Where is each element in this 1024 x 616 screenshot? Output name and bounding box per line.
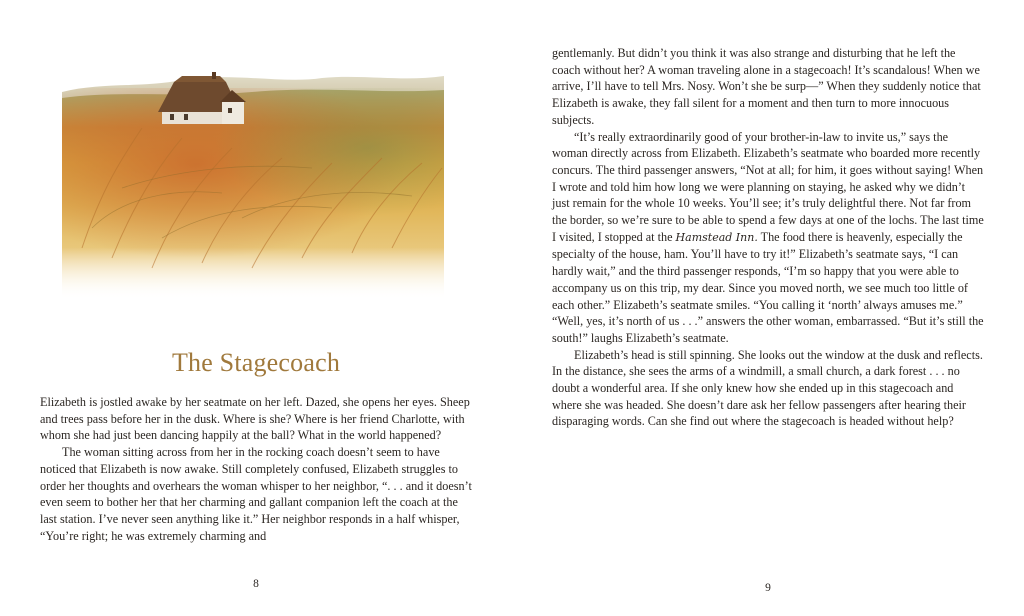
paragraph: The woman sitting across from her in the rocking coach doesn’t seem to have noticed that Elizabeth is now awake. Still completely confused, Elizabeth struggles to order her thoughts and overhears the woman whisper to her neighbor, “. . . and it doesn’t even seem to bother her that her charming and gallant companion left the coach at the last station. I’ve never seen anything like it.” Her neighbor responds in a half whisper, “You’re right; he was extremely charming and	[40, 445, 472, 543]
paragraph-part: “It’s really extraordinarily good of your brother-in-law to invite us,” says the woman directly across from Elizabeth. Elizabeth’s seatmate who boarded more recently concurs. The third passenger answers, “Not at all; for him, it goes without saying! When I wrote and told him how long we were planning on staying, he asked why we didn’t just remain for the whole 10 weeks. You’ll see; it’s truly delightful there. Not far from the border, so we’re sure to be able to spend a few days at one of the lochs. The last time I visited, I stopped at the	[552, 129, 984, 244]
left-page-text	[40, 394, 472, 544]
inn-name: Hamstead Inn.	[675, 230, 758, 244]
paragraph: Elizabeth’s head is still spinning. She looks out the window at the dusk and reflects. In the distance, she sees the arms of a windmill, a small church, a dark forest . . . no doubt a wonderful area. If she only knew how she ended up in this stagecoach and where she was headed. She doesn’t dare ask her fellow passengers after hearing their disparaging words. Can she find out where the stagecoach is headed without help?	[552, 347, 983, 429]
right-page	[512, 0, 1024, 616]
landscape-illustration	[62, 68, 444, 300]
paragraph: Elizabeth is jostled awake by her seatmate on her left. Dazed, she opens her eyes. Sheep and trees pass before her in the dusk. Where is she? Where is her friend Charlotte, with whom she had just been dancing happily at the ball? What in the world happened?	[40, 395, 470, 443]
chapter-title: The Stagecoach	[171, 348, 341, 377]
paragraph-part: The food there is heavenly, especially the specialty of the house, ham. You’ll have to try it!” Elizabeth’s seatmate says, “I can hardly wait,” and the third passenger responds, “I’m so happy that you were able to accompany us on this trip, my dear. Since you moved north, we see much too little of each other.” Elizabeth’s seatmate smiles. “You calling it ‘north’ always amuses me.” “Well, yes, it’s north of us . . .” answers the other woman, embarrassed. “But it’s still the south!” laughs Elizabeth’s seatmate.	[552, 229, 984, 345]
page-number-left: 8	[253, 578, 259, 590]
right-page-text	[552, 45, 984, 430]
page-number-right: 9	[765, 582, 771, 594]
paragraph	[552, 129, 984, 347]
paragraph: gentlemanly. But didn’t you think it was also strange and disturbing that he left the coach without her? A woman traveling alone in a stagecoach! It’s scandalous! When we arrive, I’ll have to tell Mrs. Nosy. Won’t she be surp—” When they suddenly notice that Elizabeth is awake, they fall silent for a moment and then turn to more innocuous subjects.	[552, 46, 981, 127]
